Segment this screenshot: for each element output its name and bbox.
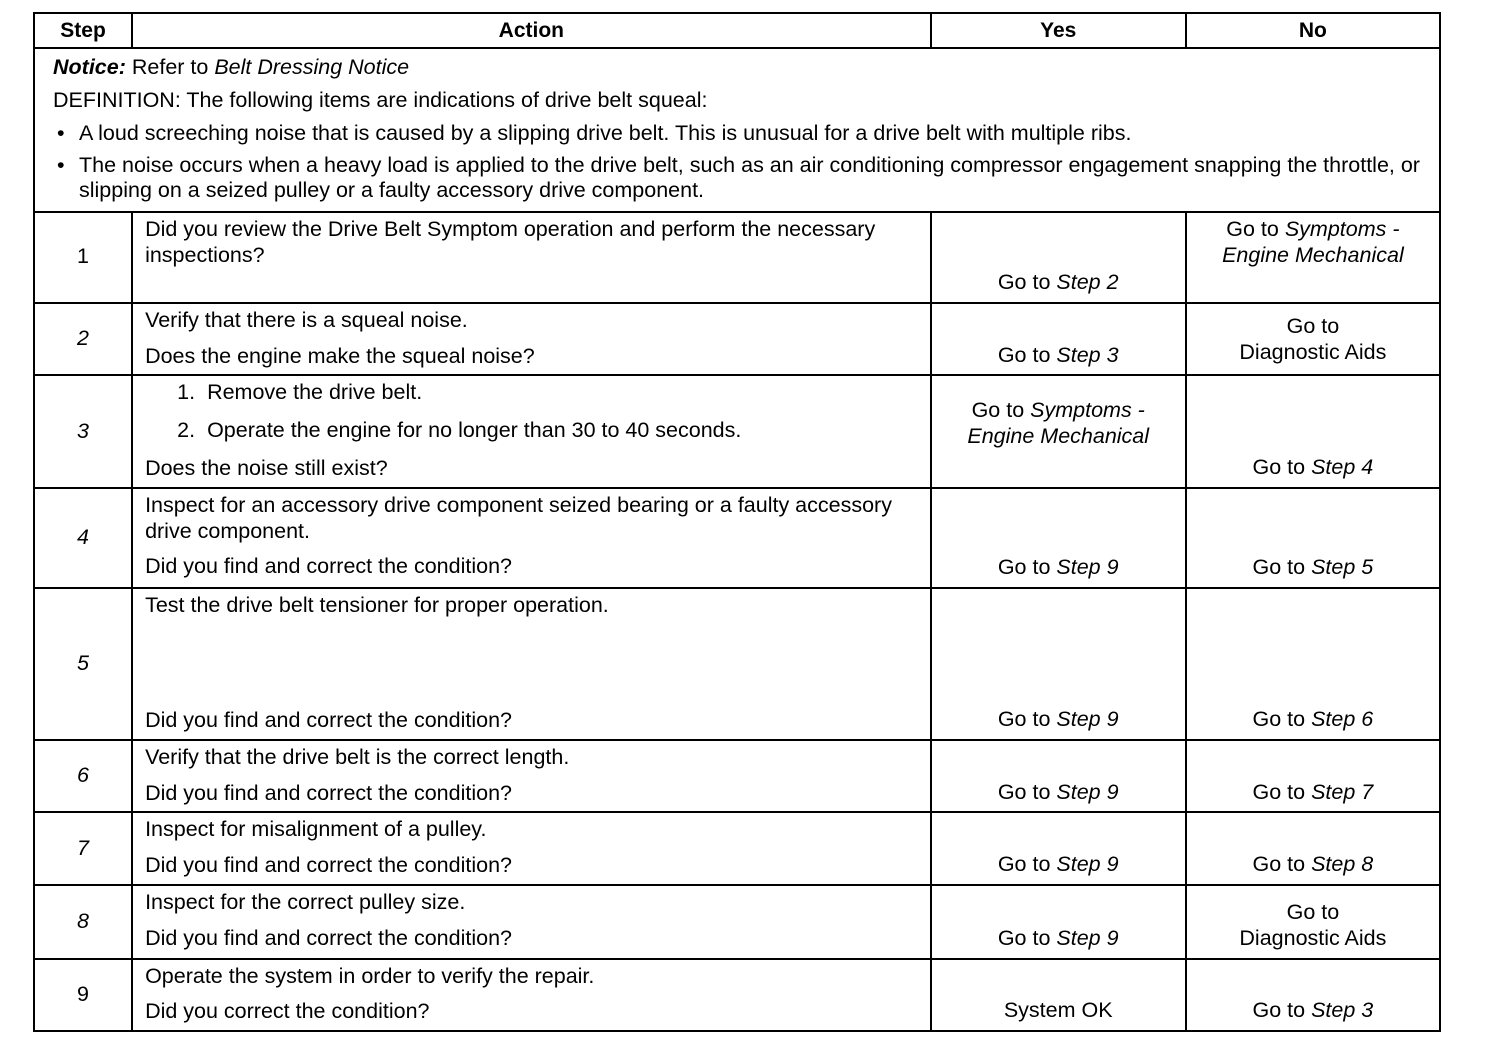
no-cell xyxy=(1186,375,1440,487)
no-prefix: Go to xyxy=(1252,555,1306,580)
yes-step-link[interactable]: Step 9 xyxy=(1056,555,1119,580)
step-row-6 xyxy=(34,740,1440,813)
action-text: Inspect for misalignment of a pulley. xyxy=(145,817,487,842)
step-number: 1 xyxy=(34,212,132,303)
step-row-9 xyxy=(34,959,1440,1032)
step-action xyxy=(132,885,931,959)
action-text: Operate the system in order to verify the repair. xyxy=(145,963,595,988)
action-question: Does the engine make the squeal noise? xyxy=(145,343,535,368)
definition-bullet-1: • A loud screeching noise that is caused by a slipping drive belt. This is unusual for a drive belt with multiple ribs. xyxy=(79,121,1429,147)
step-row-3 xyxy=(34,375,1440,487)
yes-prefix: Go to xyxy=(997,555,1051,580)
yes-cell xyxy=(931,959,1186,1032)
action-text: Inspect for the correct pulley size. xyxy=(145,890,466,914)
no-cell xyxy=(1186,959,1440,1032)
header-no: No xyxy=(1186,13,1440,48)
no-link-line-2[interactable]: Engine Mechanical xyxy=(1222,242,1404,267)
yes-cell xyxy=(931,212,1186,303)
action-question: Did you correct the condition? xyxy=(145,999,430,1024)
no-cell xyxy=(1186,588,1440,740)
action-question: Did you find and correct the condition? xyxy=(145,925,512,950)
intro-cell xyxy=(34,48,1440,212)
no-link-diagnostic-aids[interactable]: Diagnostic Aids xyxy=(1239,925,1387,950)
yes-cell xyxy=(931,812,1186,885)
step-action xyxy=(132,959,931,1032)
notice-line xyxy=(53,55,1429,81)
no-step-link[interactable]: Step 4 xyxy=(1311,455,1374,480)
action-question: Does the noise still exist? xyxy=(145,456,388,481)
step-row-5 xyxy=(34,588,1440,740)
step-action xyxy=(132,740,931,813)
header-yes: Yes xyxy=(931,13,1186,48)
no-step-link[interactable]: Step 6 xyxy=(1311,707,1374,732)
yes-step-link[interactable]: Step 9 xyxy=(1056,707,1119,732)
yes-link-line-1[interactable]: Symptoms - xyxy=(1030,398,1145,423)
no-step-link[interactable]: Step 5 xyxy=(1311,555,1374,580)
step-row-8 xyxy=(34,885,1440,959)
yes-step-link[interactable]: Step 9 xyxy=(1056,852,1119,877)
yes-link-line-2[interactable]: Engine Mechanical xyxy=(967,424,1150,449)
no-link-diagnostic-aids[interactable]: Diagnostic Aids xyxy=(1239,339,1387,364)
no-line-1: Go to xyxy=(1286,900,1340,924)
step-action xyxy=(132,375,931,487)
action-question: Did you find and correct the condition? xyxy=(145,708,512,733)
notice-label: Notice: xyxy=(53,55,126,79)
yes-prefix: Go to xyxy=(997,779,1051,804)
step-row-1 xyxy=(34,212,1440,303)
action-text: Did you review the Drive Belt Symptom operation and perform the necessary inspections? xyxy=(145,216,876,267)
diagnostic-table-sheet xyxy=(33,12,1441,1032)
yes-prefix: Go to xyxy=(997,852,1051,877)
yes-cell xyxy=(931,488,1186,588)
step-number: 7 xyxy=(34,812,132,885)
no-line-1: Go to xyxy=(1286,313,1340,338)
step-action xyxy=(132,488,931,588)
action-question: Did you find and correct the condition? xyxy=(145,554,512,579)
step-number: 4 xyxy=(34,488,132,588)
step-row-2 xyxy=(34,303,1440,376)
step-number: 8 xyxy=(34,885,132,959)
header-step: Step xyxy=(34,13,132,48)
definition-list xyxy=(53,121,1429,203)
no-link-line-1[interactable]: Symptoms - xyxy=(1284,216,1400,241)
step-number: 9 xyxy=(34,959,132,1032)
no-cell xyxy=(1186,488,1440,588)
yes-prefix: Go to xyxy=(997,270,1051,295)
yes-prefix: Go to xyxy=(997,342,1051,367)
yes-cell xyxy=(931,303,1186,376)
no-cell xyxy=(1186,740,1440,813)
action-question: Did you find and correct the condition? xyxy=(145,853,512,878)
no-step-link[interactable]: Step 7 xyxy=(1311,779,1374,804)
notice-reference: Belt Dressing Notice xyxy=(214,55,410,79)
yes-cell xyxy=(931,588,1186,740)
action-list-item-1: 1. Remove the drive belt. xyxy=(201,380,918,406)
yes-prefix: Go to xyxy=(997,925,1051,950)
yes-prefix: Go to xyxy=(971,398,1025,423)
action-list xyxy=(145,380,918,444)
no-prefix: Go to xyxy=(1252,779,1306,804)
no-cell xyxy=(1186,303,1440,376)
header-row xyxy=(34,13,1440,48)
drive-belt-squeal-diagnostic-table xyxy=(33,12,1441,1032)
action-text: Inspect for an accessory drive component seized bearing or a faulty accessory drive component. xyxy=(145,492,892,543)
yes-system-ok: System OK xyxy=(1003,998,1113,1023)
header-action: Action xyxy=(132,13,931,48)
yes-step-link[interactable]: Step 9 xyxy=(1056,779,1119,804)
yes-prefix: Go to xyxy=(997,707,1051,732)
step-action xyxy=(132,588,931,740)
no-prefix: Go to xyxy=(1252,707,1306,732)
action-question: Did you find and correct the condition? xyxy=(145,780,512,805)
step-number: 5 xyxy=(34,588,132,740)
action-text: Verify that there is a squeal noise. xyxy=(145,307,468,332)
step-number: 3 xyxy=(34,375,132,487)
step-row-7 xyxy=(34,812,1440,885)
definition-bullet-2: • The noise occurs when a heavy load is applied to the drive belt, such as an air conditioning compressor engagement snapping the throttle, or slipping on a seized pulley or a faulty accessory drive component. xyxy=(79,153,1429,202)
yes-step-link[interactable]: Step 3 xyxy=(1056,342,1119,367)
no-step-link[interactable]: Step 3 xyxy=(1311,998,1374,1023)
step-action xyxy=(132,303,931,376)
no-prefix: Go to xyxy=(1226,216,1279,241)
action-text: Verify that the drive belt is the correct length. xyxy=(145,744,570,769)
definition-text: DEFINITION: The following items are indications of drive belt squeal: xyxy=(53,87,708,112)
step-row-4 xyxy=(34,488,1440,588)
no-prefix: Go to xyxy=(1252,998,1306,1023)
no-prefix: Go to xyxy=(1252,455,1306,480)
step-number: 6 xyxy=(34,740,132,813)
no-cell xyxy=(1186,212,1440,303)
step-action xyxy=(132,812,931,885)
no-cell xyxy=(1186,812,1440,885)
step-number: 2 xyxy=(34,303,132,376)
yes-step-link[interactable]: Step 9 xyxy=(1056,925,1119,950)
no-prefix: Go to xyxy=(1252,852,1306,877)
intro-row xyxy=(34,48,1440,212)
yes-cell xyxy=(931,375,1186,487)
notice-text: Refer to xyxy=(131,55,209,79)
no-cell xyxy=(1186,885,1440,959)
action-text: Test the drive belt tensioner for proper operation. xyxy=(145,592,609,617)
no-step-link[interactable]: Step 8 xyxy=(1311,852,1374,877)
yes-step-link[interactable]: Step 2 xyxy=(1056,270,1119,295)
yes-cell xyxy=(931,885,1186,959)
yes-cell xyxy=(931,740,1186,813)
action-list-item-2: 2. Operate the engine for no longer than 30 to 40 seconds. xyxy=(201,418,918,444)
step-action xyxy=(132,212,931,303)
